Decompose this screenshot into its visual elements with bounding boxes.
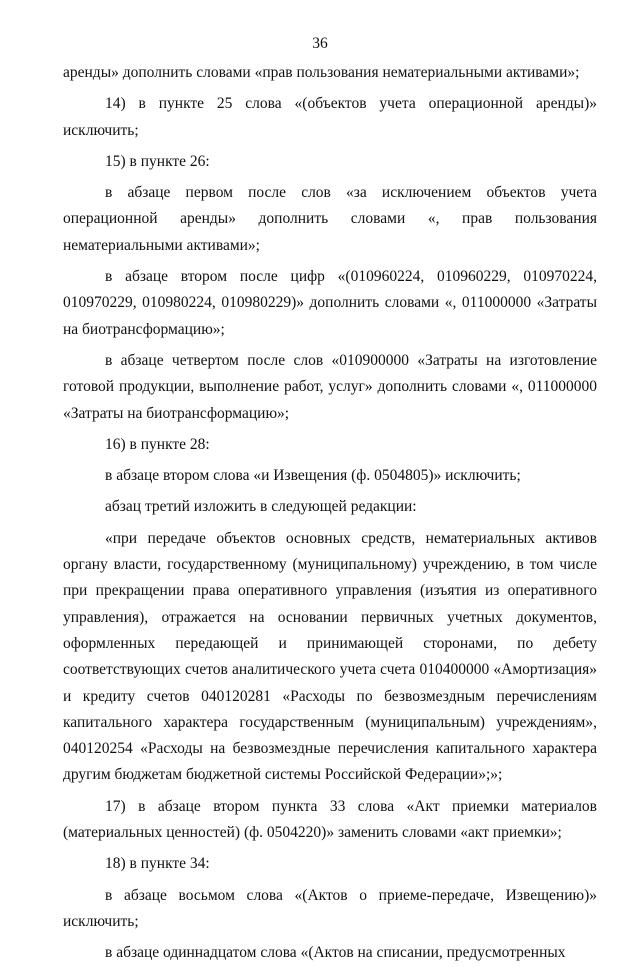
paragraph-continuation: аренды» дополнить словами «прав пользования нематериальными активами»; [63,64,580,81]
paragraph-item-16-second: в абзаце втором слова «и Извещения (ф. 0504805)» исключить; [105,467,521,485]
paragraph-item-15-second: в абзаце втором после цифр «(010960224, 010960229, 010970224, 010970229, 010980224, 010980229)» дополнить словами «, 011000000 «Затраты на биотрансформацию»; [63,268,597,338]
paragraph-quoted-text: «при передаче объектов основных средств, нематериальных активов органу власти, государственному (муниципальному) учреждению, в том числе при прекращении права оперативного управления (изъятия из оперативного управления), отражается на основании первичных учетных документов, оформленных передающей и принимающей сторонами, по дебету соответствующих счетов аналитического учета счета 010400000 «Амортизация» и кредиту счетов 040120281 «Расходы по безвозмездным перечислениям капитального характера государственным (муниципальным) учреждениям», 040120254 «Расходы на безвозмездные перечисления капитального характера другим бюджетам бюджетной системы Российской Федерации»;»; [63,529,597,784]
paragraph-item-14: 14) в пункте 25 слова «(объектов учета операционной аренды)» исключить; [63,95,597,139]
document-body [63,60,597,967]
paragraph-item-18-eighth: в абзаце восьмом слова «(Актов о приеме-передаче, Извещению)» исключить; [63,886,597,930]
paragraph-item-18: 18) в пункте 34: [105,855,210,873]
paragraph-item-15-fourth: в абзаце четвертом после слов «010900000 «Затраты на изготовление готовой продукции, выполнение работ, услуг» дополнить словами «, 011000000 «Затраты на биотрансформацию»; [63,351,597,422]
paragraph-item-15-first: в абзаце первом после слов «за исключением объектов учета операционной аренды» дополнить словами «, прав пользования нематериальными активами»; [63,184,597,254]
paragraph-item-16: 16) в пункте 28: [105,435,210,453]
paragraph-item-18-eleventh: в абзаце одиннадцатом слова «(Актов на списании, предусмотренных [105,944,566,962]
paragraph-item-17: 17) в абзаце втором пункта 33 слова «Акт приемки материалов (материальных ценностей) (ф. 0504220)» заменить словами «акт приемки»; [63,797,597,842]
paragraph-item-15: 15) в пункте 26: [105,152,210,170]
paragraph-item-16-third: абзац третий изложить в следующей редакции: [105,498,417,516]
page-number: 36 [312,35,328,52]
